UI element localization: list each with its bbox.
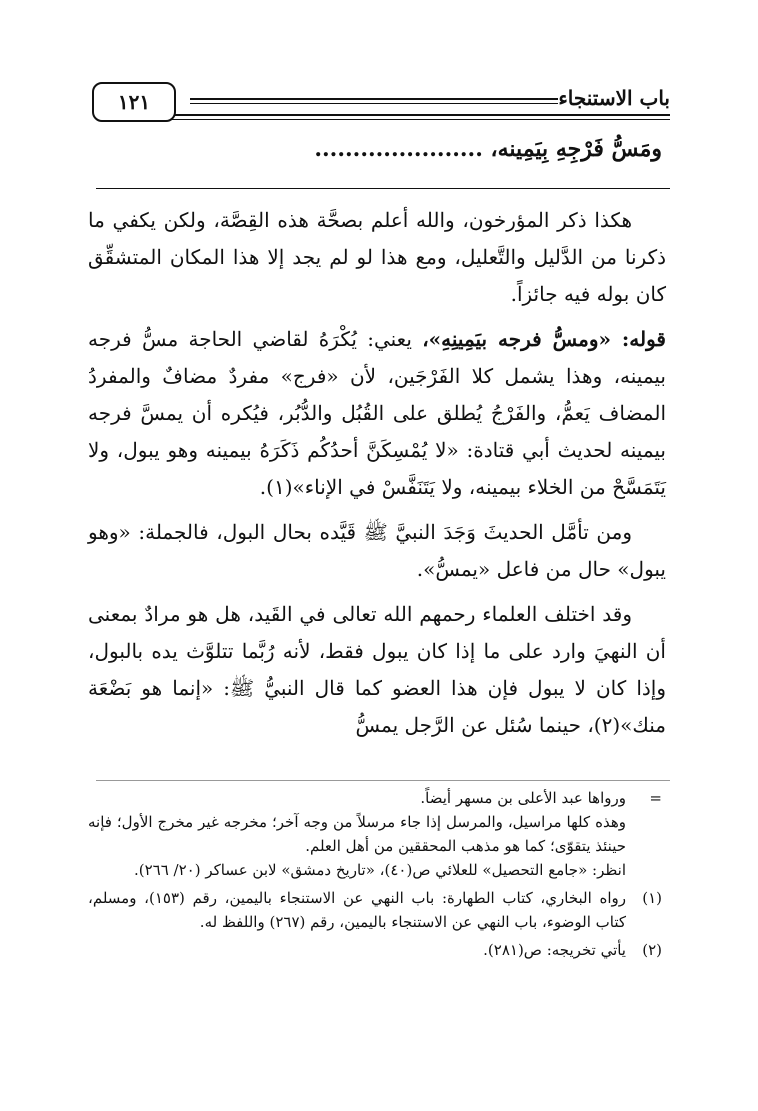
- paragraph-text: ومن تأمَّل الحديثَ وَجَدَ النبيَّ ﷺ قَيَّده بحال البول، فالجملة: «وهو يبول» حال من فاعل «يمسُّ».: [88, 520, 666, 581]
- paragraph: [88, 514, 666, 588]
- header-rule: [96, 119, 670, 120]
- header-rule: [190, 103, 558, 104]
- paragraph: [88, 202, 666, 313]
- paragraph-text: هكذا ذكر المؤرخون، والله أعلم بصحَّة هذه القِصَّة، ولكن يكفي ما ذكرنا من الدَّليل والتَّعليل، ومع هذا لو لم يجد إلا هذا المكان المتشقِّق كان بوله فيه جائزاً.: [88, 208, 666, 306]
- commentary-body: [88, 202, 666, 752]
- matn-line: ومَسُّ فَرْجِهِ بِيَمِينه، ......................: [314, 136, 662, 162]
- chapter-title: باب الاستنجاء: [558, 86, 670, 110]
- footnote-mark: (١): [642, 889, 662, 907]
- footnote: [88, 886, 662, 934]
- footnote: [88, 786, 662, 882]
- footnote-mark: =: [649, 789, 662, 807]
- paragraph-lead: قوله: «ومسُّ فرجه بيَمِينِهِ»،: [422, 327, 666, 351]
- page-header: [96, 82, 670, 122]
- footnote-line: رواه البخاري، كتاب الطهارة: باب النهي عن الاستنجاء باليمين، رقم (١٥٣)، ومسلم، كتاب الوضوء، باب النهي عن الاستنجاء باليمين، رقم (٢٦٧) واللفظ له.: [88, 889, 626, 931]
- footnote-text: [88, 886, 626, 934]
- footnote-text: [88, 938, 626, 962]
- footnote-text: [88, 786, 626, 882]
- paragraph-text: يعني: يُكْرَهُ لقاضي الحاجة مسُّ فرجه بيمينه، وهذا يشمل كلا الفَرْجَين، لأن «فرج» مفردٌ مضافٌ والمفردُ المضاف يَعمُّ، والفَرْجُ يُطلق على القُبُل والدُّبُر، فيُكره أن يمسَّ فرجه بيمينه لحديث أبي قتادة: «لا يُمْسِكَنَّ أحدُكُم ذَكَرَهُ بيمينه وهو يبول، ولا يَتَمَسَّحْ من الخلاء بيمينه، ولا يَتَنَفَّسْ في الإناء»(١).: [88, 327, 666, 499]
- footnote-line: يأتي تخريجه: ص(٢٨١).: [483, 941, 626, 959]
- footnotes: [88, 786, 662, 966]
- matn-divider: [96, 188, 670, 189]
- footnote-divider: [96, 780, 670, 781]
- header-rule: [190, 98, 558, 100]
- footnote-line: وهذه كلها مراسيل، والمرسل إذا جاء مرسلاً من وجه آخر؛ مخرجه غير مخرج الأول؛ فإنه حينئذ يتقوّى؛ كما هو مذهب المحققين من أهل العلم.: [88, 813, 626, 855]
- page-number: ١٢١: [92, 82, 176, 122]
- footnote-line: ورواها عبد الأعلى بن مسهر أيضاً.: [420, 789, 626, 807]
- footnote: [88, 938, 662, 962]
- footnote-line: انظر: «جامع التحصيل» للعلائي ص(٤٠)، «تاريخ دمشق» لابن عساكر (٢٠/ ٢٦٦).: [133, 861, 626, 879]
- header-rule: [96, 114, 670, 116]
- footnote-mark: (٢): [642, 941, 662, 959]
- paragraph: [88, 596, 666, 744]
- paragraph-text: وقد اختلف العلماء رحمهم الله تعالى في القَيد، هل هو مرادٌ بمعنى أن النهيَ وارد على ما إذا كان يبول فقط، لأنه رُبَّما تتلوَّث يده بالبول، وإذا كان لا يبول فإن هذا العضو كما قال النبيُّ ﷺ: «إنما هو بَضْعَة منك»(٢)، حينما سُئل عن الرَّجل يمسُّ: [88, 602, 666, 737]
- paragraph: [88, 321, 666, 506]
